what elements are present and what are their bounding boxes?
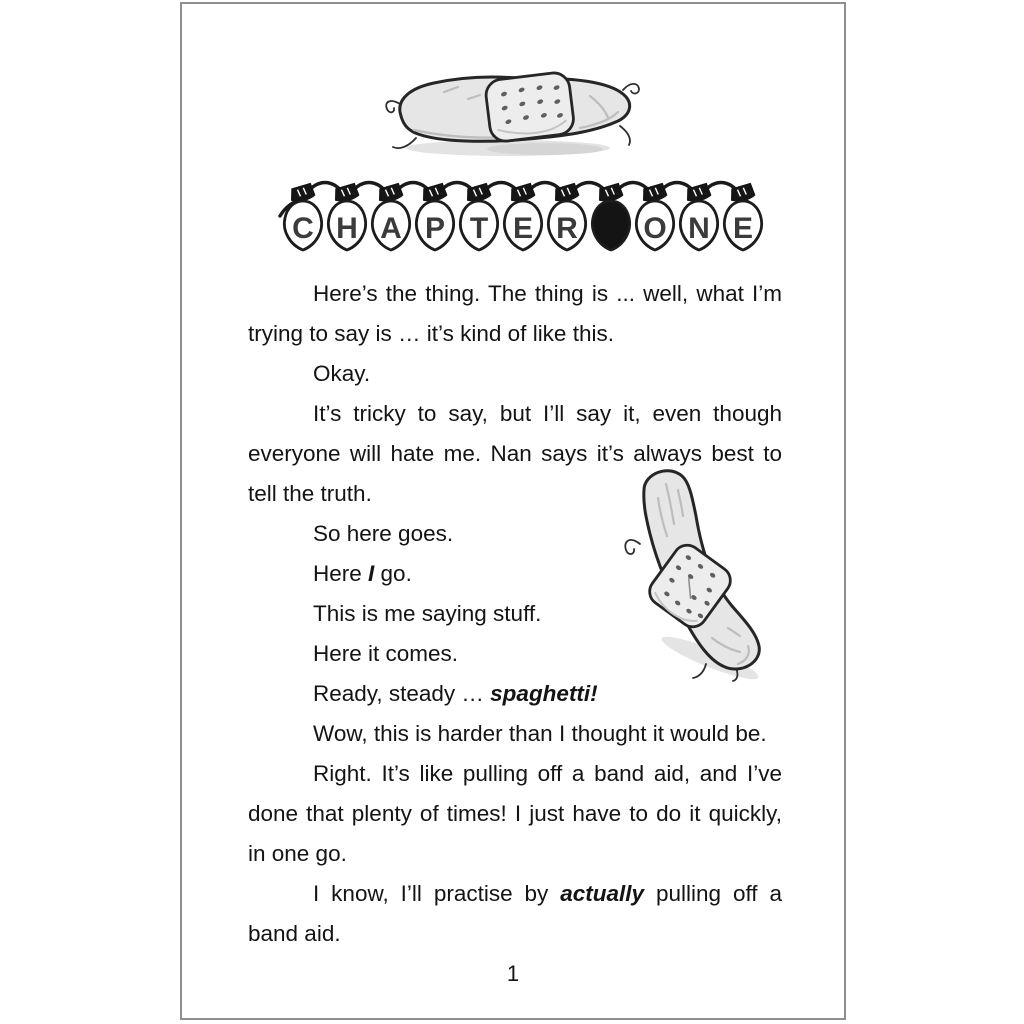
text-run: Here it comes. bbox=[313, 641, 459, 666]
bulb-letter: T bbox=[469, 212, 489, 245]
pad-rect bbox=[484, 71, 575, 143]
text-run: It’s tricky to say, but I’ll say it, even though everyone will hate me. Nan says it’s always best to tell the truth. bbox=[248, 401, 782, 506]
text-run: Okay. bbox=[313, 361, 371, 386]
bulb-letter: A bbox=[380, 212, 402, 245]
light-bulb-letter-r bbox=[548, 182, 585, 250]
emphasized-text: spaghetti! bbox=[490, 681, 598, 706]
lights-svg bbox=[276, 166, 768, 258]
paragraph bbox=[248, 714, 782, 754]
paragraph bbox=[248, 354, 782, 394]
hair-curl bbox=[620, 126, 630, 145]
light-bulb-letter-h bbox=[328, 182, 365, 250]
bandage-pad bbox=[484, 71, 575, 143]
paragraph bbox=[248, 274, 782, 354]
bulb-letter: E bbox=[512, 212, 534, 245]
bulb-letter: R bbox=[556, 212, 578, 245]
text-run: pulling off a band aid. bbox=[248, 881, 782, 946]
emphasized-text: I bbox=[368, 561, 375, 586]
bulb-letter: H bbox=[336, 212, 358, 245]
bulb-letter: E bbox=[732, 212, 754, 245]
band-aid-diagonal-icon bbox=[588, 466, 774, 682]
light-bulb-letter-a bbox=[372, 182, 409, 250]
hair-curl bbox=[386, 101, 400, 112]
light-bulb-letter-c bbox=[284, 182, 321, 250]
text-run: go. bbox=[374, 561, 412, 586]
book-page bbox=[180, 2, 846, 1020]
text-run: Right. It’s like pulling off a band aid, and I’ve done that plenty of times! I just have to do it quickly, in one go. bbox=[248, 761, 782, 866]
light-bulb-letter-o bbox=[636, 182, 673, 250]
hair-curl bbox=[693, 664, 706, 678]
text-run: Ready, steady … bbox=[313, 681, 491, 706]
paragraph bbox=[248, 754, 782, 874]
text-run: Here bbox=[313, 561, 369, 586]
text-run: Here’s the thing. The thing is ... well, what I’m trying to say is … it’s kind of like this. bbox=[248, 281, 782, 346]
light-bulb-letter-e bbox=[724, 182, 761, 250]
page-number: 1 bbox=[506, 961, 520, 986]
light-bulb-letter-e bbox=[504, 182, 541, 250]
text-run: I know, I’ll practise by bbox=[313, 881, 561, 906]
light-bulb-filled bbox=[592, 182, 629, 250]
light-bulbs bbox=[284, 182, 761, 250]
text-run: So here goes. bbox=[313, 521, 454, 546]
shadow bbox=[487, 143, 603, 155]
hair-curl bbox=[623, 84, 639, 94]
band-aid-horizontal-svg bbox=[380, 54, 652, 162]
bulb-glass bbox=[592, 201, 629, 250]
paragraph bbox=[248, 874, 782, 954]
bulb-letter: P bbox=[424, 212, 446, 245]
text-run: Wow, this is harder than I thought it would be. bbox=[313, 721, 767, 746]
bulb-letter: N bbox=[688, 212, 710, 245]
light-bulb-letter-n bbox=[680, 182, 717, 250]
light-bulb-letter-p bbox=[416, 182, 453, 250]
hair-curl bbox=[625, 540, 640, 554]
bulb-letter: C bbox=[292, 212, 314, 245]
emphasized-text: actually bbox=[560, 881, 645, 906]
bulb-letter: O bbox=[643, 212, 667, 245]
text-run: This is me saying stuff. bbox=[313, 601, 542, 626]
chapter-title-lights bbox=[276, 166, 768, 258]
band-aid-horizontal-icon bbox=[380, 54, 652, 162]
light-bulb-letter-t bbox=[460, 182, 497, 250]
band-aid-diagonal-svg bbox=[588, 466, 774, 682]
